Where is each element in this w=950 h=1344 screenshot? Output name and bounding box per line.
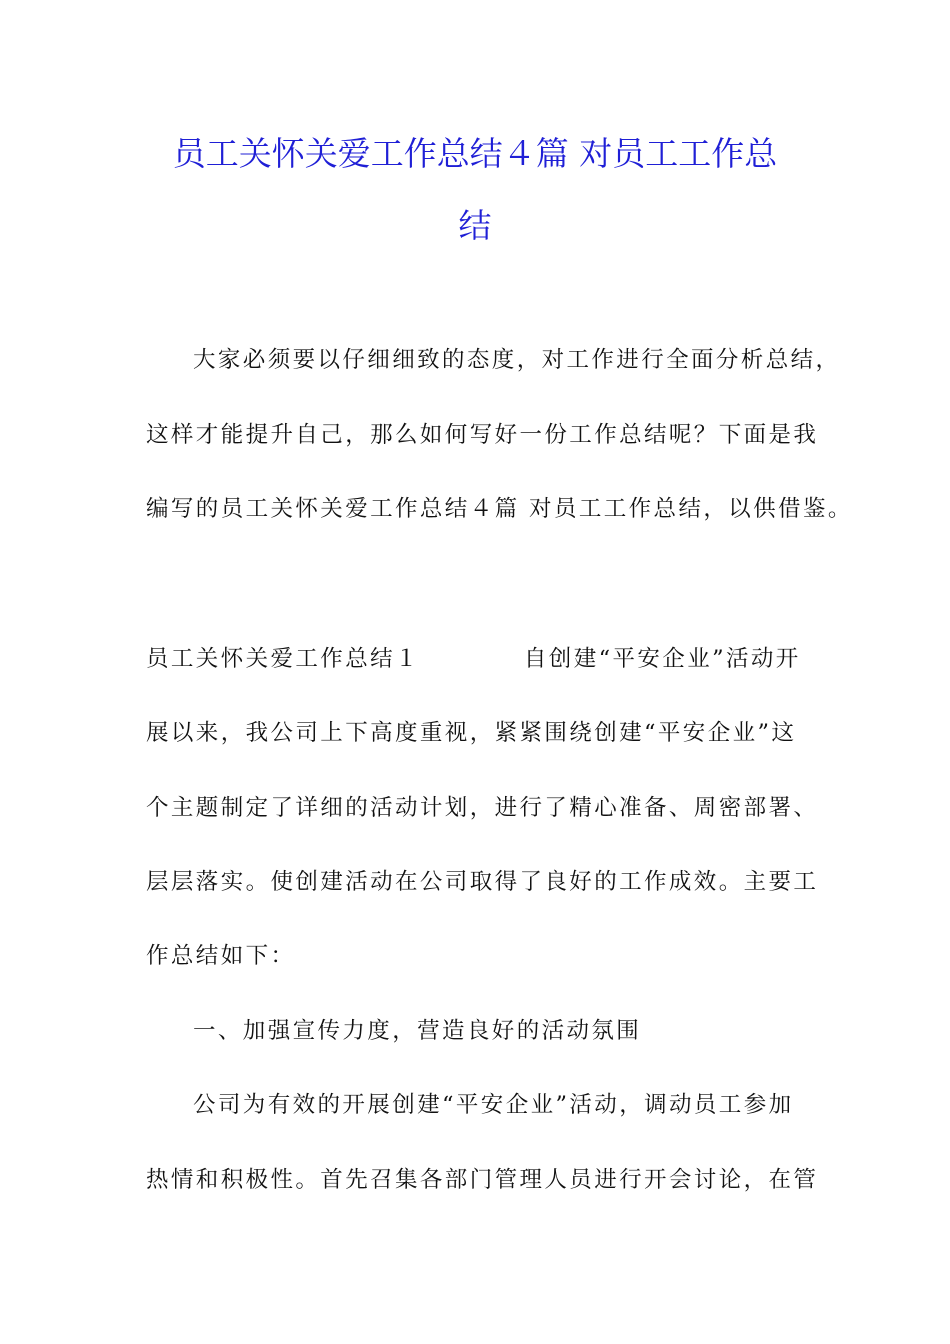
document-title-line-2: 结: [458, 206, 492, 245]
section-line-1: 展以来，我公司上下高度重视，紧紧围绕创建“平安企业”这: [146, 720, 797, 746]
section-line-4: 作总结如下：: [146, 943, 296, 969]
paragraph-line-2: 热情和积极性。首先召集各部门管理人员进行开会讨论，在管: [146, 1167, 819, 1193]
intro-line-2: 这样才能提升自己，那么如何写好一份工作总结呢？下面是我: [146, 422, 819, 448]
section-heading-tail: 自创建“平安企业”活动开: [523, 646, 801, 672]
section-heading-line: [146, 644, 816, 674]
section-line-2: 个主题制定了详细的活动计划，进行了精心准备、周密部署、: [146, 795, 819, 821]
subheading: 一、加强宣传力度，营造良好的活动氛围: [193, 1018, 642, 1044]
section-line-3: 层层落实。使创建活动在公司取得了良好的工作成效。主要工: [146, 869, 819, 895]
section-heading: 员工关怀关爱工作总结１: [146, 646, 420, 672]
paragraph-line-1: 公司为有效的开展创建“平安企业”活动，调动员工参加: [193, 1092, 794, 1118]
document-title-line-1: 员工关怀关爱工作总结４篇 对员工工作总: [172, 134, 778, 173]
intro-line-3: 编写的员工关怀关爱工作总结４篇 对员工工作总结，以供借鉴。: [146, 496, 853, 522]
intro-line-1: 大家必须要以仔细细致的态度，对工作进行全面分析总结，: [193, 347, 841, 373]
